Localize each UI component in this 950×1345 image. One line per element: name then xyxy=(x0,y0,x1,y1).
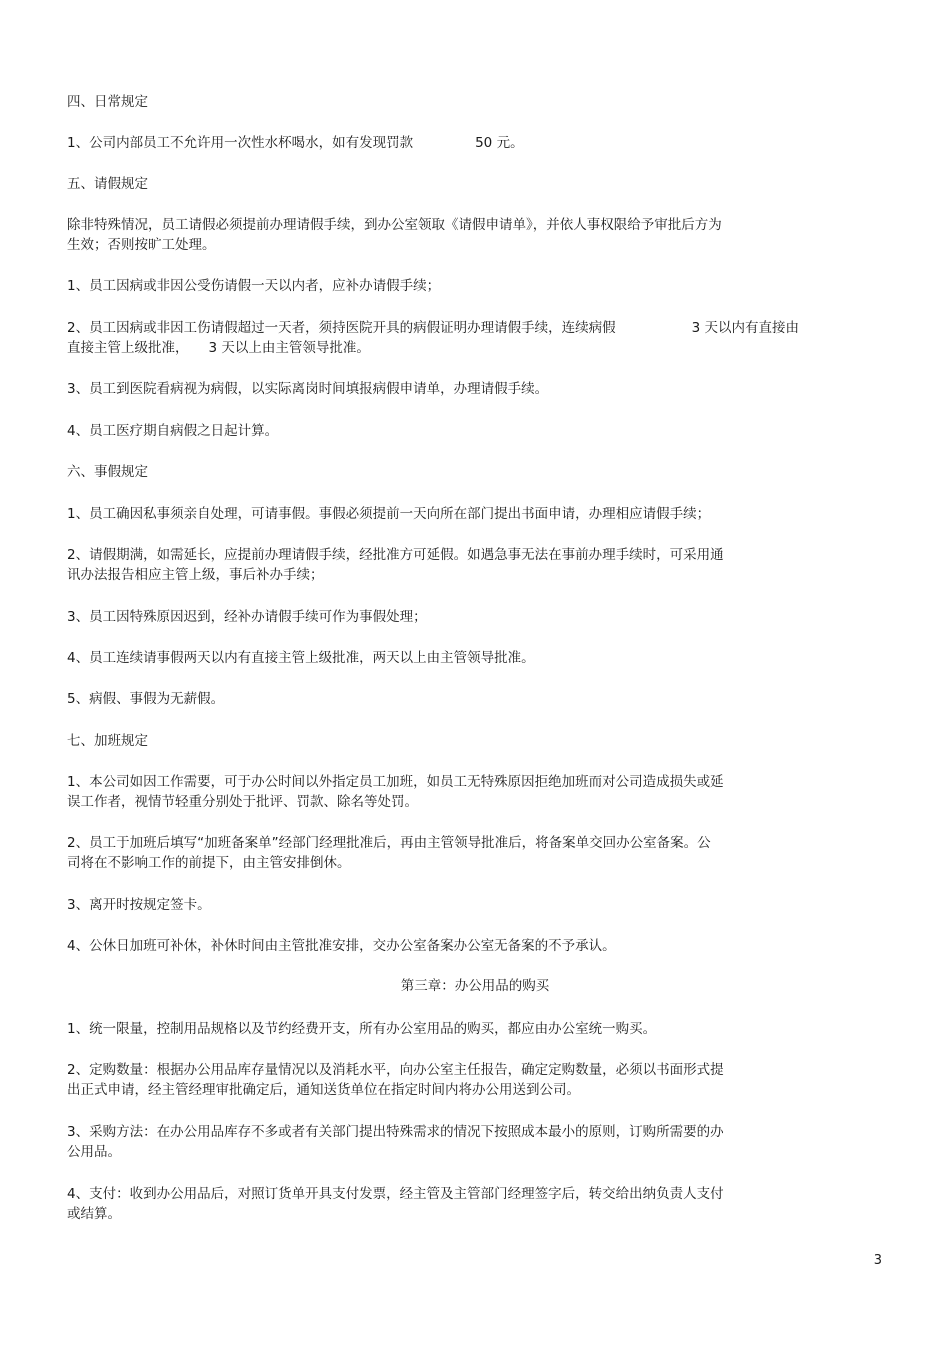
section7-item2-line1: 2、员工于加班后填写“加班备案单”经部门经理批准后，再由主管领导批准后，将备案单交回办公室备案。公 xyxy=(67,835,711,851)
section5-intro xyxy=(67,215,877,255)
section5-item1: 1、员工因病或非因公受伤请假一天以内者，应补办请假手续； xyxy=(67,278,441,294)
section6-item2-line1: 2、请假期满，如需延长，应提前办理请假手续，经批准方可延假。如遇急事无法在事前办理手续时，可采用通 xyxy=(67,547,724,563)
chapter3-title: 第三章：办公用品的购买 xyxy=(400,978,550,994)
section4-item1-amount: 50 元。 xyxy=(475,135,524,151)
section5-item4: 4、员工医疗期自病假之日起计算。 xyxy=(67,423,279,439)
chapter3-item2-line2: 出正式申请，经主管经理审批确定后，通知送货单位在指定时间内将办公用送到公司。 xyxy=(67,1082,580,1098)
section5-item2-line2 xyxy=(67,338,877,358)
chapter3-item3-line2: 公用品。 xyxy=(67,1144,121,1160)
section5-intro-line1: 除非特殊情况，员工请假必须提前办理请假手续，到办公室领取《请假申请单》，并依人事权限给予审批后方为 xyxy=(67,217,722,233)
chapter3-item3 xyxy=(67,1122,877,1162)
section4-item1 xyxy=(67,133,877,153)
section7-item4: 4、公休日加班可补休，补休时间由主管批准安排，交办公室备案办公室无备案的不予承认。 xyxy=(67,938,616,954)
section5-intro-line2: 生效；否则按旷工处理。 xyxy=(67,237,216,253)
section5-item2-line2-b: 3 天以上由主管领导批准。 xyxy=(208,340,370,356)
section5-item2 xyxy=(67,318,877,358)
chapter3-item3-line1: 3、采购方法：在办公用品库存不多或者有关部门提出特殊需求的情况下按照成本最小的原则，订购所需要的办 xyxy=(67,1124,724,1140)
section7-item2-line2: 司将在不影响工作的前提下，由主管安排倒休。 xyxy=(67,855,351,871)
section6-item3: 3、员工因特殊原因迟到，经补办请假手续可作为事假处理； xyxy=(67,609,427,625)
section5-item2-line1-a: 2、员工因病或非因工伤请假超过一天者，须持医院开具的病假证明办理请假手续，连续病假 xyxy=(67,320,616,336)
section7-item1-line1: 1、本公司如因工作需要，可于办公时间以外指定员工加班，如员工无特殊原因拒绝加班而对公司造成损失或延 xyxy=(67,774,724,790)
chapter3-item4-line1: 4、支付：收到办公用品后，对照订货单开具支付发票，经主管及主管部门经理签字后，转交给出纳负责人支付 xyxy=(67,1186,724,1202)
section7-item2 xyxy=(67,833,877,873)
section6-item2-line2: 讯办法报告相应主管上级，事后补办手续； xyxy=(67,567,324,583)
section6-item4: 4、员工连续请事假两天以内有直接主管上级批准，两天以上由主管领导批准。 xyxy=(67,650,535,666)
section6-heading: 六、事假规定 xyxy=(67,464,148,480)
section7-heading: 七、加班规定 xyxy=(67,733,148,749)
chapter3-item4-line2: 或结算。 xyxy=(67,1206,121,1222)
chapter3-item4 xyxy=(67,1184,877,1224)
section5-item3: 3、员工到医院看病视为病假，以实际离岗时间填报病假申请单，办理请假手续。 xyxy=(67,381,549,397)
section7-item3: 3、离开时按规定签卡。 xyxy=(67,897,211,913)
section5-item2-line1-b: 3 天以内有直接由 xyxy=(691,320,799,336)
section4-item1-text: 1、公司内部员工不允许用一次性水杯喝水，如有发现罚款 xyxy=(67,135,414,151)
page-number: 3 xyxy=(873,1253,882,1268)
chapter3-item2-line1: 2、定购数量：根据办公用品库存量情况以及消耗水平，向办公室主任报告，确定定购数量，必须以书面形式提 xyxy=(67,1062,724,1078)
section5-heading: 五、请假规定 xyxy=(67,176,148,192)
chapter3-item1: 1、统一限量，控制用品规格以及节约经费开支，所有办公室用品的购买，都应由办公室统一购买。 xyxy=(67,1021,657,1037)
section7-item1-line2: 误工作者，视情节轻重分别处于批评、罚款、除名等处罚。 xyxy=(67,794,418,810)
section4-heading: 四、日常规定 xyxy=(67,94,148,110)
section5-item2-line2-a: 直接主管上级批准， xyxy=(67,340,189,356)
section5-item2-line1 xyxy=(67,318,877,338)
section7-item1 xyxy=(67,772,877,812)
section6-item1: 1、员工确因私事须亲自处理，可请事假。事假必须提前一天向所在部门提出书面申请，办理相应请假手续； xyxy=(67,506,711,522)
section6-item2 xyxy=(67,545,877,585)
section6-item5: 5、病假、事假为无薪假。 xyxy=(67,691,225,707)
chapter3-item2 xyxy=(67,1060,877,1100)
